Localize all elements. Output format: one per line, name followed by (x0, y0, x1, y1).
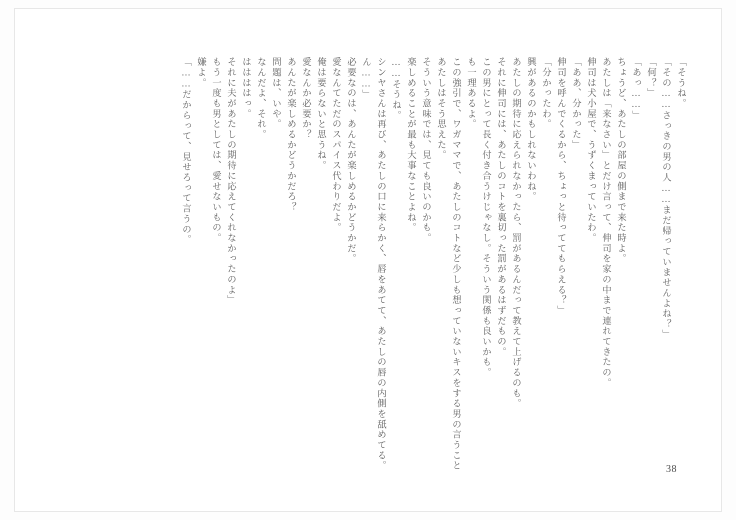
text-column: 問題は、いや。 (271, 57, 281, 130)
text-column: 「分かったわ。 (541, 57, 551, 130)
text-column: 「ああ、分かった」 (571, 57, 581, 151)
text-column: 伸司を呼んでくるから、ちょっと待っててもらえる？」 (556, 57, 566, 316)
text-column: あたしはそう思えた。 (436, 57, 446, 161)
text-column: なんだよ、それ。 (256, 57, 266, 140)
text-column: ははははっ。 (241, 57, 251, 120)
text-column: ちょうど、あたしの部屋の側まで来た時よ。 (616, 57, 626, 264)
text-column: 「そうね。 (676, 57, 686, 109)
text-column: 必要なのは、あんたが楽しめるかどうかだ。 (346, 57, 356, 264)
text-column: それに夫があたしの期待に応えてくれなかったのよ」 (226, 57, 236, 306)
text-column: そういう意味では、見ても良いのかも。 (421, 57, 431, 244)
text-column: それに伸司には、あたしのコトを裏切った罰があるはずだもの。 (496, 57, 506, 358)
paper-sheet (14, 8, 722, 512)
text-column: も一理あるよ。 (466, 57, 476, 130)
text-column: シンヤさんは再び、あたしの口に来らかく、唇をあてて、あたしの唇の内側を舐めてる。 (376, 57, 386, 471)
text-column: もう一度も男としては、愛せないもの。 (211, 57, 221, 244)
text-column: 「何？」 (646, 57, 656, 99)
text-column: 「その……さっきの男の人……まだ帰っていませんよね？」 (661, 57, 671, 340)
text-column: あたしの期待に応えられなかったら、罰があるんだって教えて上げるのも。 (511, 57, 521, 409)
text-column: 「あっ……」 (631, 57, 641, 121)
text-column: 嫌よ。 (196, 57, 206, 89)
text-column: 俺は要らないと思うね。 (316, 57, 326, 171)
text-column: この男にとって長く付き合うけじゃなし。そういう関係も良いかも。 (481, 57, 491, 378)
page-number: 38 (666, 464, 677, 475)
text-column: 愛なんてただのスパイス代わりだよ。 (331, 57, 341, 233)
text-column: ……そうね。 (391, 57, 401, 121)
text-column: あたしは「来なさい」とだけ言って、伸司を家の中まで連れてきたの。 (601, 57, 611, 389)
text-column: 興があるのかもしれないわね。 (526, 57, 536, 202)
text-column: 楽しめることが最も大事なことよね。 (406, 57, 416, 233)
text-column: ん……」 (361, 57, 371, 100)
text-column: 愛なんか必要か？ (301, 57, 311, 140)
text-column: あんたが楽しめるかどうかだろ？ (286, 57, 296, 213)
text-column: この強引で、ワガママで、あたしのコトなど少しも想っていないキスをする男の言うこと (451, 57, 461, 471)
text-column: 「……だからって、見せろって言うの。 (181, 57, 191, 245)
text-column: 伸司は犬小屋で、うずくまっていたわ。 (586, 57, 596, 244)
